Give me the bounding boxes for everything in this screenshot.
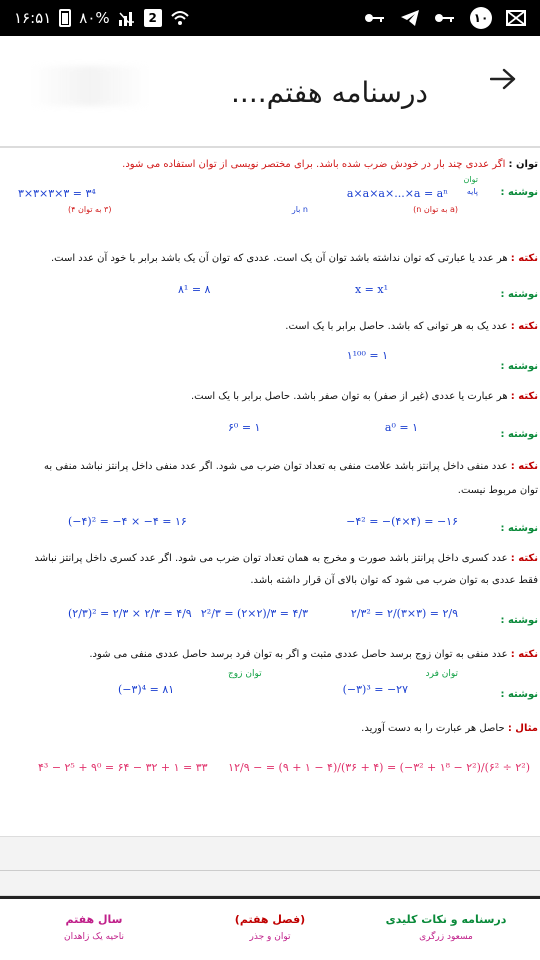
s3-neveshte (501, 360, 539, 374)
battery-icon (59, 9, 71, 27)
s2-neveshte (501, 288, 539, 302)
s7-text: عدد منفی به توان زوج برسد حاصل عددی مثبت و اگر به توان فرد برسد حاصل عددی منفی می شود. (89, 649, 508, 660)
s6-label: نکته : (510, 553, 538, 564)
s1-neveshte-label: نوشته : (500, 187, 538, 198)
s6-heading (34, 552, 538, 566)
s7-label: نکته : (510, 649, 538, 660)
s2-heading (51, 252, 538, 266)
s7-math-1: (−۳)³ = −۲۷ (342, 683, 408, 696)
s4-math-1: a⁰ = ۱ (384, 421, 418, 434)
s3-text: عدد یک به هر توانی که باشد. حاصل برابر با یک است. (285, 321, 508, 332)
s6-text-2: فقط عددی به توان ضرب می شود که توان بالای آن قرار داشته باشد. (250, 575, 538, 586)
s5-heading (44, 460, 538, 474)
s4-neveshte-label: نوشته : (500, 429, 538, 440)
s2-neveshte-label: نوشته : (500, 289, 538, 300)
document-content (8, 148, 538, 836)
s6-text-1: عدد کسری داخل پرانتز باشد صورت و مخرج به همان تعداد توان ضرب می شود. اگر عدد کسری داخل پرانتز نباشد (34, 553, 508, 564)
footer-col-1 (376, 913, 516, 942)
clock: ۱۶:۵۱ (14, 9, 52, 27)
footer-col1-sub: مسعود زرگری (419, 932, 473, 942)
s1-neveshte (501, 186, 539, 200)
telegram-icon (400, 9, 420, 27)
footer-col1-title: درسنامه و نکات کلیدی (385, 913, 507, 926)
s1-base-label (467, 186, 478, 197)
status-right (364, 7, 526, 29)
arrow-right-icon (490, 68, 516, 90)
footer-col-2 (200, 913, 340, 942)
s5-math-1: −۴² = −(۴×۴) = −۱۶ (346, 515, 458, 528)
footer-col2-title: (فصل هفتم) (234, 913, 306, 926)
battery-percent: ۸۰% (79, 9, 110, 27)
s5-text-2: توان مربوط نیست. (457, 485, 538, 496)
s6-math-2: ۲²/۳ = (۲×۲)/۳ = ۴/۳ (200, 607, 308, 620)
s7-neveshte-label: نوشته : (500, 689, 538, 700)
key-icon-2 (434, 12, 456, 24)
s6-math-1: ۲/۳² = ۲/(۳×۳) = ۲/۹ (350, 607, 458, 620)
status-left (14, 9, 190, 27)
s8-label: مثال : (507, 723, 538, 734)
separator-line (0, 870, 540, 871)
s1-math-3-note: (۳ به توان ۴) (68, 205, 112, 214)
page-title: درسنامه هفتم.... (231, 76, 428, 109)
s7-heading (89, 648, 538, 662)
document-footer (0, 896, 540, 960)
s4-heading (191, 390, 538, 404)
mail-icon (506, 10, 526, 26)
footer-col3-sub: ناحیه یک زاهدان (63, 932, 125, 942)
s1-power-label (464, 174, 478, 185)
footer-col2-sub: توان و جذر (249, 932, 291, 942)
s1-math-a: a×a×a×...×a = aⁿ (346, 187, 448, 200)
s3-neveshte-label: نوشته : (500, 361, 538, 372)
s8-heading (361, 722, 538, 736)
s4-math-2: ۶⁰ = ۱ (228, 421, 261, 434)
s6-neveshte (501, 614, 539, 628)
s1-n-label (292, 204, 308, 215)
signal-icon (118, 10, 136, 26)
back-button[interactable] (488, 64, 518, 94)
s4-neveshte (501, 428, 539, 442)
s7-odd-label: توان فرد (425, 669, 458, 679)
key-icon (364, 12, 386, 24)
s2-math-2: ۸¹ = ۸ (178, 283, 211, 296)
s7-math-2: (−۳)⁴ = ۸۱ (118, 683, 175, 696)
s7-even-label: توان زوج (228, 669, 262, 679)
s8-math-1: ۱۲/۹ − = (۹ + ۱ − ۴)/(۳۶ + ۴) = (−۳² + ۱⁸ − ۲²)/(۶² ÷ ۲²) (228, 761, 530, 774)
s5-label: نکته : (510, 461, 538, 472)
s8-text: حاصل هر عبارت را به دست آورید. (361, 723, 505, 734)
s3-label: نکته : (510, 321, 538, 332)
sim-badge: 2 (144, 9, 162, 27)
notification-count: ۱۰ (470, 7, 492, 29)
app-header (0, 36, 540, 146)
s2-text: هر عدد یا عبارتی که توان نداشته باشد توان آن یک است. عددی که توان آن یک باشد برابر با خود آن عدد است. (50, 253, 508, 264)
s4-label: نکته : (510, 391, 538, 402)
s2-math-1: x = x¹ (354, 283, 388, 296)
s4-text: هر عبارت یا عددی (غیر از صفر) به توان صفر باشد. حاصل برابر با یک است. (190, 391, 508, 402)
s1-label: توان : (508, 159, 538, 170)
s5-text-1: عدد منفی داخل پرانتز باشد علامت منفی به تعداد توان ضرب می شود. اگر عدد منفی داخل پرانتز نباشد منفی به (44, 461, 508, 472)
s5-math-2: (−۴)² = −۴ × −۴ = ۱۶ (68, 515, 187, 528)
s1-power: توان (463, 175, 478, 184)
lesson-document[interactable] (0, 146, 540, 836)
s5-neveshte-label: نوشته : (500, 523, 538, 534)
s1-text: اگر عددی چند بار در خودش ضرب شده باشد. برای مختصر نویسی از توان استفاده می شود. (122, 159, 506, 170)
s6-neveshte-label: نوشته : (500, 615, 538, 626)
footer-col3-title: سال هفتم (65, 913, 123, 926)
s1-n: n بار (291, 205, 308, 214)
s1-math-a-note: (a به توان n) (413, 205, 458, 214)
s3-math: ۱¹⁰⁰ = ۱ (346, 349, 388, 362)
s1-base: پایه (466, 187, 478, 196)
wifi-icon (170, 9, 190, 27)
s3-heading (285, 320, 538, 334)
s7-neveshte (501, 688, 539, 702)
watermark-blur (30, 66, 150, 106)
s8-math-2: ۴³ − ۲⁵ + ۹⁰ = ۶۴ − ۳۲ + ۱ = ۳۳ (38, 761, 208, 774)
s6-math-3: (۲/۳)² = ۲/۳ × ۲/۳ = ۴/۹ (68, 607, 192, 620)
s1-math-3: ۳×۳×۳×۳ = ۳⁴ (18, 187, 96, 200)
footer-col-3 (24, 913, 164, 942)
status-bar (0, 0, 540, 36)
s5-neveshte (501, 522, 539, 536)
page-gap (0, 836, 540, 896)
s2-label: نکته : (510, 253, 538, 264)
s1-heading (122, 158, 538, 172)
